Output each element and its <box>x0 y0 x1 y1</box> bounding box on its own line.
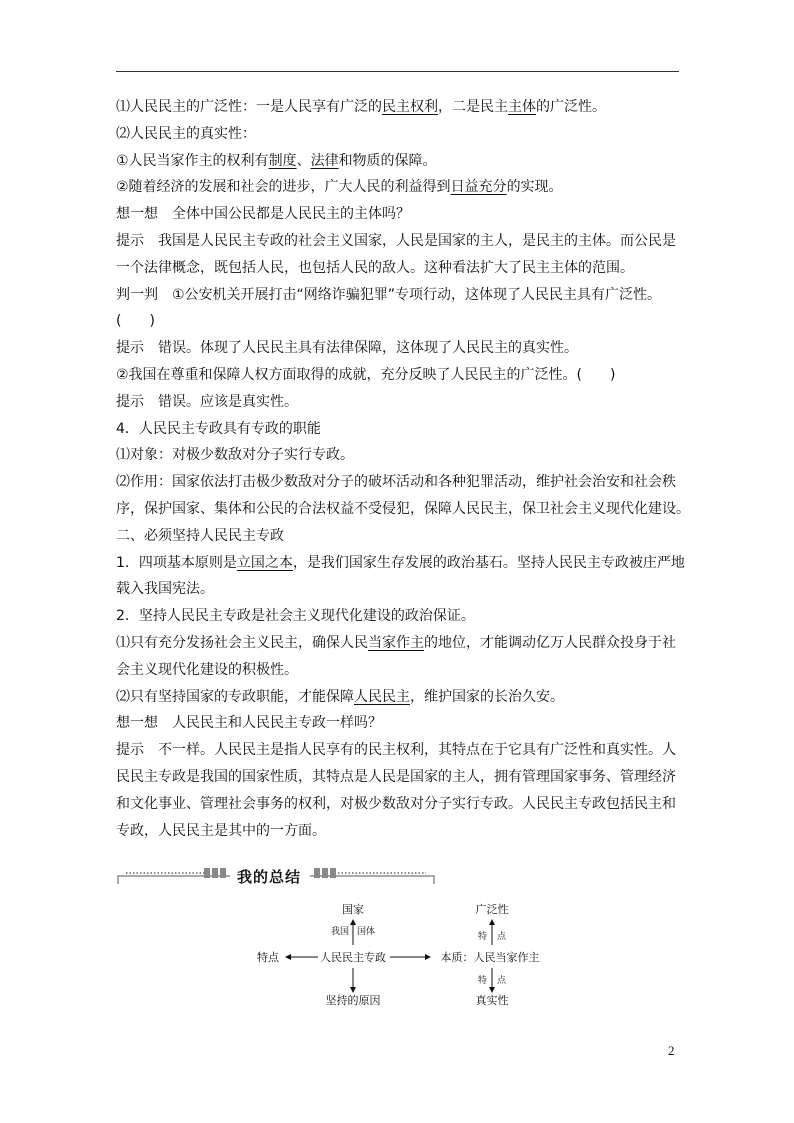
text-segment: 序，保护国家、集体和公民的合法权益不受侵犯，保障人民民主，保卫社会主义现代化建设。 <box>116 500 690 517</box>
text-segment: 想一想 <box>116 715 158 732</box>
text-segment: 提示 <box>116 393 144 410</box>
text-segment: 的实现。 <box>506 179 563 196</box>
text-segment: 、 <box>296 152 311 169</box>
text-segment: ，是我们国家生存发展的政治基石。坚持人民民主专政被庄严地 <box>292 554 685 571</box>
summary-title: 我的总结 <box>237 868 302 886</box>
text-segment: ②我国在尊重和保障人权方面取得的成就，充分反映了人民民主的广泛性。( ) <box>116 366 616 383</box>
underlined-term: 法律 <box>310 152 339 169</box>
diagram-node-tedian: 特点 <box>257 951 279 964</box>
text-segment: 会主义现代化建设的积极性。 <box>116 661 298 678</box>
diagram-label-woguo: 我国 <box>330 927 349 937</box>
text-segment: 全体中国公民都是人民民主的主体吗？ <box>172 206 410 223</box>
text-segment: 4．人民民主专政具有专政的职能 <box>116 420 321 437</box>
text-segment: ，维护国家的长治久安。 <box>410 688 564 705</box>
text-segment: 的地位，才能调动亿万人民群众投身于社 <box>424 634 676 651</box>
text-segment: 判一判 <box>116 286 158 303</box>
diagram-node-center: 人民民主专政 <box>320 951 386 964</box>
underlined-term: 立国之本 <box>236 554 293 571</box>
diagram-label-te2: 特 <box>477 976 487 986</box>
text-segment: 不一样。人民民主是指人民享有的民主权利，其特点在于它具有广泛性和真实性。人 <box>158 742 676 759</box>
diagram-node-guangfanxing: 广泛性 <box>475 903 509 916</box>
text-segment: ①人民当家作主的权利有 <box>116 152 269 169</box>
text-segment: 错误。体现了人民民主具有法律保障，这体现了人民民主的真实性。 <box>158 340 578 357</box>
text-segment: ⑵人民民主的真实性： <box>116 125 256 142</box>
underlined-term: 日益充分 <box>450 179 507 196</box>
text-segment: 人民民主和人民民主专政一样吗？ <box>172 715 382 732</box>
text-segment: 我国是人民民主专政的社会主义国家，人民是国家的主人，是民主的主体。而公民是 <box>158 232 676 249</box>
diagram-label-dian2: 点 <box>497 976 507 986</box>
text-segment: ⑵只有坚持国家的专政职能，才能保障 <box>116 688 354 705</box>
diagram-node-zhenshixing: 真实性 <box>475 994 509 1007</box>
underlined-term: 制度 <box>268 152 297 169</box>
diagram-label-te1: 特 <box>477 932 487 942</box>
text-segment: ⑴人民民主的广泛性：一是人民享有广泛的 <box>116 99 382 115</box>
text-segment: 专政，人民民主是其中的一方面。 <box>116 822 326 839</box>
underlined-term: 当家作主 <box>368 634 424 651</box>
text-segment: 2．坚持人民民主专政是社会主义现代化建设的政治保证。 <box>116 608 475 625</box>
text-segment: 和物质的保障。 <box>338 152 437 169</box>
diagram-label-dian1: 点 <box>497 932 507 942</box>
text-segment: 提示 <box>116 340 144 357</box>
text-segment: ⑴只有充分发扬社会主义民主，确保人民 <box>116 634 368 651</box>
text-segment: ⑴对象：对极少数敌对分子实行专政。 <box>116 447 354 464</box>
text-segment: 载入我国宪法。 <box>116 581 214 598</box>
text-segment: 二、必须坚持人民民主专政 <box>116 527 284 544</box>
text-segment: ①公安机关开展打击“网络诈骗犯罪”专项行动，这体现了人民民主具有广泛性。 <box>172 286 662 303</box>
text-segment: 1．四项基本原则是 <box>116 554 237 571</box>
underlined-term: 主体 <box>508 99 536 115</box>
text-segment: ⑵作用：国家依法打击极少数敌对分子的破坏活动和各种犯罪活动，维护社会治安和社会秩 <box>116 474 676 491</box>
diagram-node-guojia: 国家 <box>342 903 364 916</box>
text-segment: 提示 <box>116 742 144 759</box>
text-segment: ( ) <box>116 313 155 330</box>
text-segment: 想一想 <box>116 206 158 223</box>
text-segment: ，二是民主 <box>438 99 508 115</box>
text-segment: 的广泛性。 <box>536 99 606 115</box>
text-segment: ②随着经济的发展和社会的进步，广大人民的利益得到 <box>116 179 451 196</box>
underlined-term: 人民民主 <box>354 688 410 705</box>
diagram-node-benzhi: 本质：人民当家作主 <box>440 951 540 964</box>
text-segment: 一个法律概念，既包括人民，也包括人民的敌人。这种看法扩大了民主主体的范围。 <box>116 259 634 276</box>
underlined-term: 民主权利 <box>382 99 438 115</box>
diagram-label-guoti: 国体 <box>357 927 376 937</box>
page-number: 2 <box>668 1043 675 1058</box>
diagram-node-reason: 坚持的原因 <box>325 994 381 1007</box>
text-segment: 错误。应该是真实性。 <box>158 393 298 410</box>
text-segment: 提示 <box>116 232 144 249</box>
text-segment: 和文化事业、管理社会事务的权利，对极少数敌对分子实行专政。人民民主专政包括民主和 <box>116 795 676 812</box>
text-segment: 民民主专政是我国的国家性质，其特点是人民是国家的主人，拥有管理国家事务、管理经济 <box>116 768 676 785</box>
